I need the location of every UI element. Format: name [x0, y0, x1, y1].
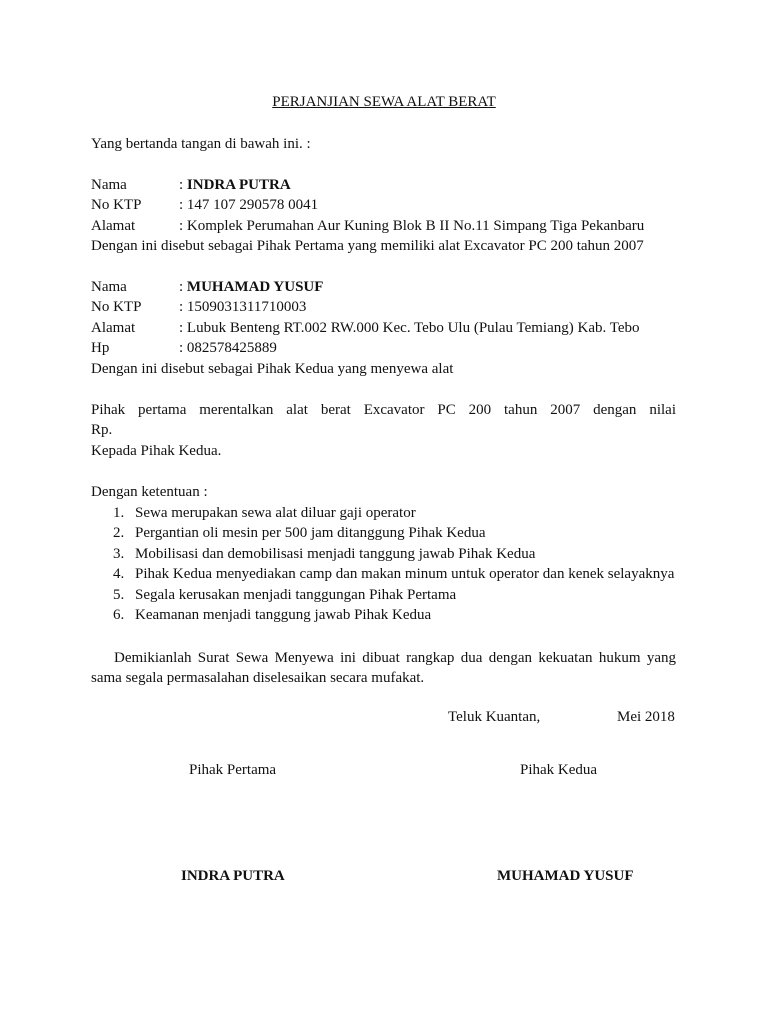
signature-name-first-party: INDRA PUTRA — [181, 868, 285, 884]
party2-name-value: : MUHAMAD YUSUF — [179, 279, 324, 295]
party1-name-value: : INDRA PUTRA — [179, 177, 291, 193]
rental-clause-line2: Rp. — [91, 422, 113, 438]
signature-role-second-party: Pihak Kedua — [520, 762, 598, 778]
date-text: Mei 2018 — [617, 709, 675, 725]
place-text: Teluk Kuantan, — [448, 709, 541, 725]
party2-address-value: : Lubuk Benteng RT.002 RW.000 Kec. Tebo Ulu (Pulau Temiang) Kab. Tebo — [179, 320, 640, 336]
term-text: Pergantian oli mesin per 500 jam ditanggung Pihak Kedua — [135, 525, 486, 541]
term-text: Pihak Kedua menyediakan camp dan makan minum untuk operator dan kenek selayaknya — [135, 566, 675, 582]
party2-name-label: Nama — [91, 279, 127, 295]
term-number: 3. — [113, 546, 125, 562]
term-text: Keamanan menjadi tanggung jawab Pihak Kedua — [135, 607, 432, 623]
party1-name-label: Nama — [91, 177, 127, 193]
terms-heading: Dengan ketentuan : — [91, 484, 208, 500]
party2-name: MUHAMAD YUSUF — [186, 279, 324, 295]
party2-phone-label: Hp — [91, 340, 110, 356]
term-number: 5. — [113, 587, 125, 603]
rental-clause-line1: Pihak pertama merentalkan alat berat Excavator PC 200 tahun 2007 dengan nilai — [91, 402, 676, 418]
signature-role-first-party: Pihak Pertama — [189, 762, 277, 778]
party1-ktp-value: : 147 107 290578 0041 — [179, 197, 319, 213]
party1-description: Dengan ini disebut sebagai Pihak Pertama yang memiliki alat Excavator PC 200 tahun 2007 — [91, 238, 644, 254]
term-number: 2. — [113, 525, 125, 541]
party2-ktp-label: No KTP — [91, 299, 142, 315]
party1-address-value: : Komplek Perumahan Aur Kuning Blok B II No.11 Simpang Tiga Pekanbaru — [179, 218, 645, 234]
document-title: PERJANJIAN SEWA ALAT BERAT — [272, 94, 496, 110]
intro-text: Yang bertanda tangan di bawah ini. : — [91, 136, 311, 152]
closing-line1: Demikianlah Surat Sewa Menyewa ini dibuat rangkap dua dengan kekuatan hukum yang — [114, 650, 676, 666]
party1-name: INDRA PUTRA — [186, 177, 291, 193]
party2-phone-value: : 082578425889 — [179, 340, 277, 356]
rental-clause-line3: Kepada Pihak Kedua. — [91, 443, 222, 459]
signature-name-second-party: MUHAMAD YUSUF — [497, 868, 634, 884]
term-text: Segala kerusakan menjadi tanggungan Pihak Pertama — [135, 587, 457, 603]
term-number: 6. — [113, 607, 125, 623]
party1-ktp-label: No KTP — [91, 197, 142, 213]
term-number: 1. — [113, 505, 125, 521]
party2-address-label: Alamat — [91, 320, 136, 336]
party2-description: Dengan ini disebut sebagai Pihak Kedua yang menyewa alat — [91, 361, 454, 377]
party1-address-label: Alamat — [91, 218, 136, 234]
term-text: Sewa merupakan sewa alat diluar gaji operator — [135, 505, 416, 521]
term-text: Mobilisasi dan demobilisasi menjadi tanggung jawab Pihak Kedua — [135, 546, 536, 562]
term-number: 4. — [113, 566, 125, 582]
closing-line2: sama segala permasalahan diselesaikan secara mufakat. — [91, 670, 425, 686]
party2-ktp-value: : 1509031311710003 — [179, 299, 307, 315]
